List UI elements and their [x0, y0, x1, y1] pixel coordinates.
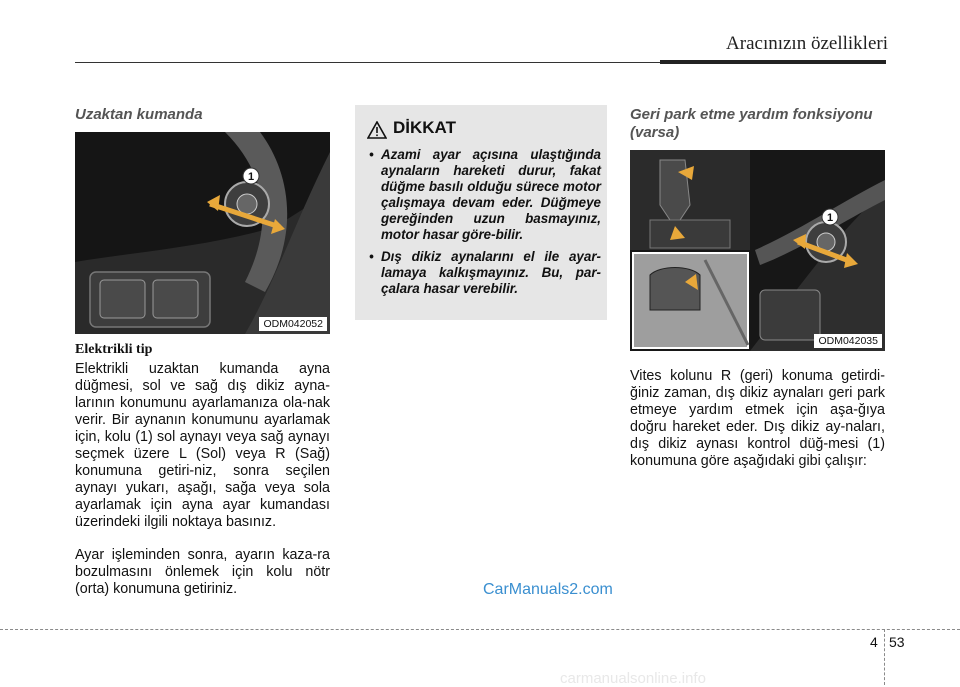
section-number: 4 — [870, 634, 878, 650]
figure-code-label: ODM042035 — [814, 334, 882, 348]
reverse-parking-figure — [630, 150, 885, 351]
door-panel-illustration — [75, 132, 330, 334]
page-number: 53 — [889, 634, 905, 650]
watermark-link[interactable]: CarManuals2.com — [483, 581, 613, 598]
caution-title: DİKKAT — [393, 118, 456, 137]
gear-lever-mirror-illustration — [630, 150, 885, 351]
footer-divider — [0, 629, 960, 630]
bullet: • — [369, 147, 374, 162]
figure-code-label: ODM042052 — [259, 317, 327, 331]
bullet: • — [369, 249, 374, 264]
right-paragraph-1: Vites kolunu R (geri) konuma getirdi-ğiniz zaman, dış dikiz aynaları geri park etmeye yardım etmek için aşa-ğıya doğru hareket eder. Dış dikiz ay-naları, dış dikiz aynası kontrol düğ-mesi (1) konumuna göre aşağıdaki gibi çalışır: — [630, 368, 885, 469]
footer-page-divider — [884, 629, 885, 685]
footer-site-watermark: carmanualsonline.info — [560, 670, 706, 687]
header-rule — [75, 62, 665, 63]
caution-box — [355, 105, 607, 320]
warning-triangle-icon — [367, 121, 387, 139]
header-section-title: Aracınızın özellikleri — [726, 33, 888, 54]
left-paragraph-2: Ayar işleminden sonra, ayarın kaza-ra bozulmasını önlemek için kolu nötr (orta) konumuna getiriniz. — [75, 547, 330, 597]
left-heading: Uzaktan kumanda — [75, 106, 203, 123]
mirror-control-figure — [75, 132, 330, 334]
caution-list — [369, 147, 601, 303]
right-heading: Geri park etme yardım fonksiyonu (varsa) — [630, 106, 873, 141]
caution-item: • Azami ayar açısına ulaştığında aynaların hareketi durur, fakat düğme basılı olduğu sürece motor çalışmaya devam eder. Düğmeye gereğinden uzun basmayınız, motor hasar göre-bilir. — [369, 147, 601, 242]
left-subheading: Elektrikli tip — [75, 342, 153, 357]
figure-marker-1: 1 — [826, 212, 834, 224]
caution-item: • Dış dikiz aynalarını el ile ayar-lamaya kalkışmayınız. Bu, par-çalara hasar verebilir. — [369, 249, 601, 296]
figure-marker-1: 1 — [247, 171, 255, 183]
header-rule-accent — [660, 60, 886, 64]
left-paragraph-1: Elektrikli uzaktan kumanda ayna düğmesi, sol ve sağ dış dikiz ayna-larının konumunu ayarlamanıza ola-nak verir. Bir aynanın konumunu ayarlamak için, kolu (1) sol aynayı veya sağ aynayı seçmek üzere L (Sol) veya R (Sağ) konumuna getiri-niz, sonra seçilen aynayı yukarı, aşağı, sağa veya sola ayarlamak için ayna ayar kumandası üzerindeki ilgili noktaya basınız. — [75, 361, 330, 530]
